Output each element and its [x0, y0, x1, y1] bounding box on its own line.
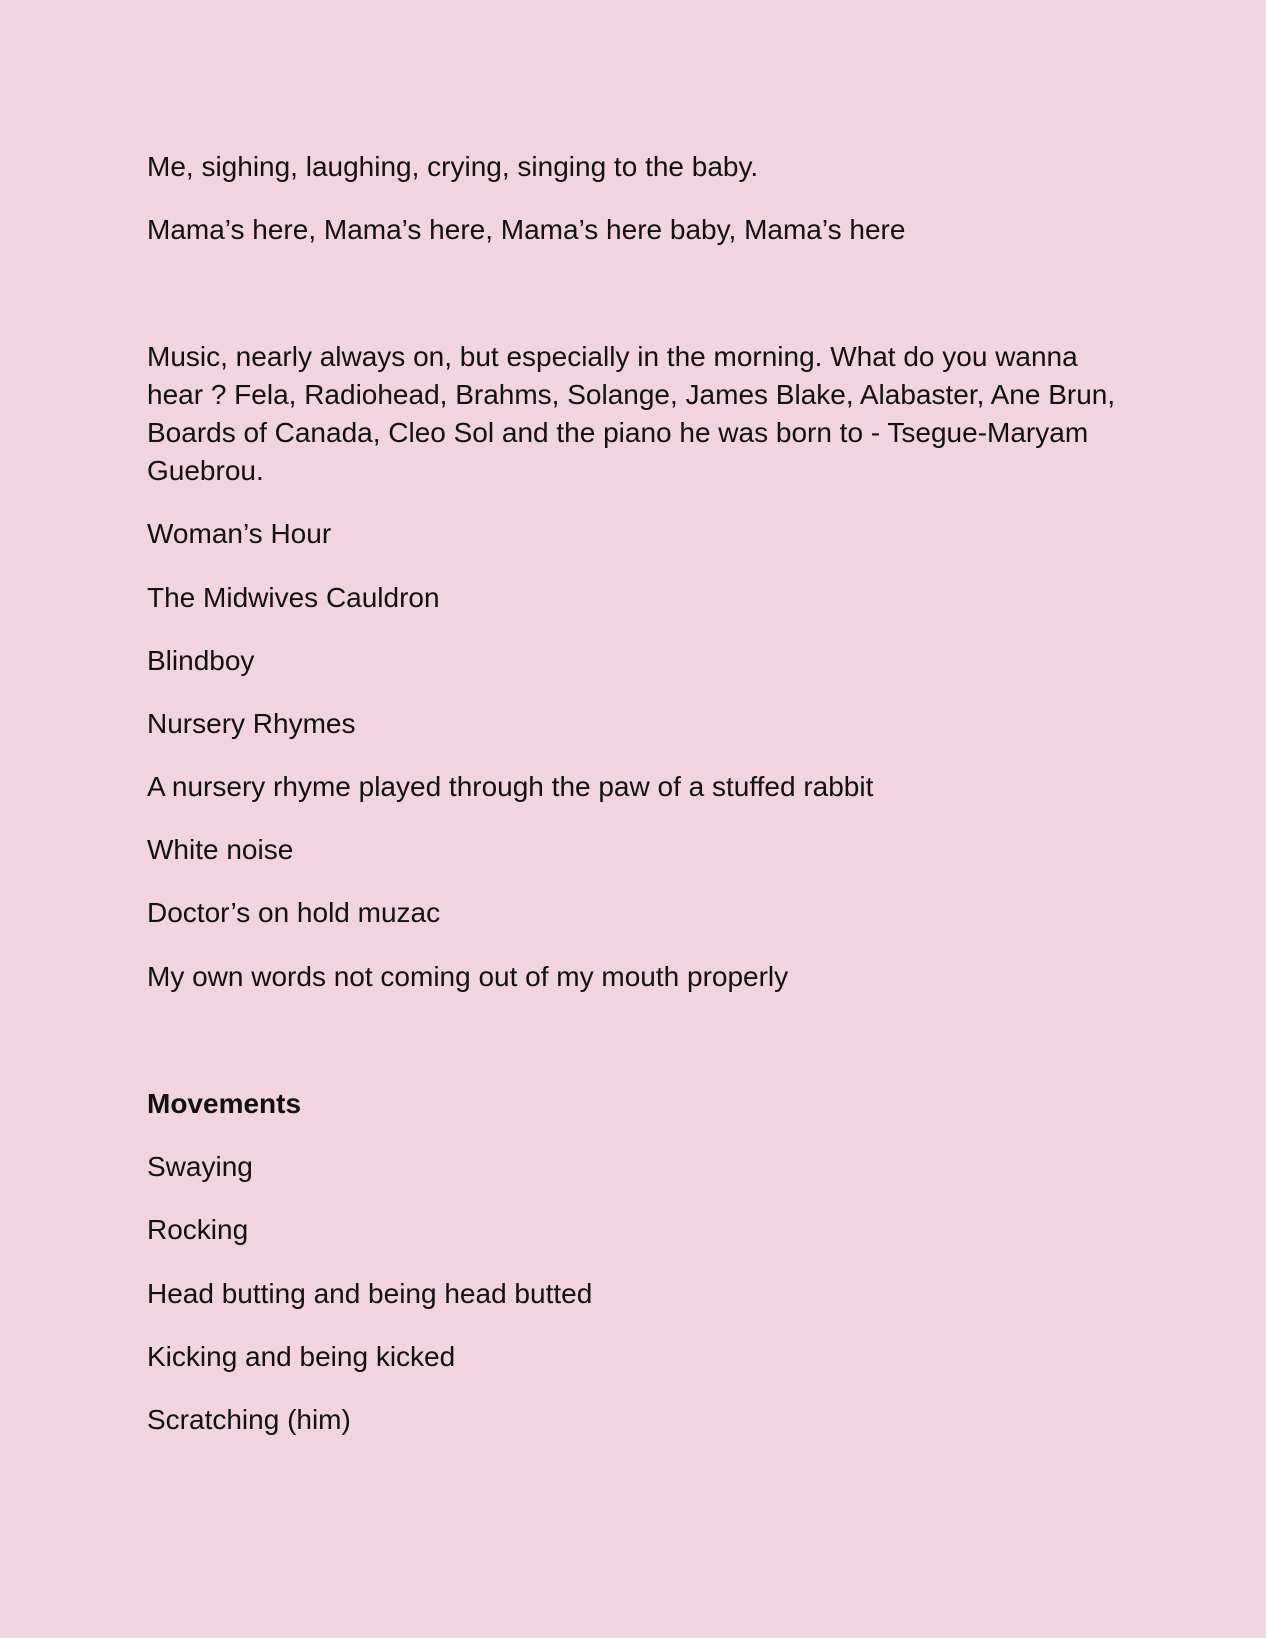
- movement-item: Scratching (him): [147, 1404, 351, 1435]
- text-line: A nursery rhyme played through the paw of a stuffed rabbit: [147, 771, 874, 802]
- text-line: Doctor’s on hold muzac: [147, 897, 441, 928]
- movement-item: Rocking: [147, 1214, 249, 1245]
- text-line: My own words not coming out of my mouth properly: [147, 961, 789, 992]
- text-line: Blindboy: [147, 645, 255, 676]
- text-line: Mama’s here, Mama’s here, Mama’s here baby, Mama’s here: [147, 214, 906, 245]
- music-paragraph: Music, nearly always on, but especially in the morning. What do you wanna hear ? Fela, Radiohead, Brahms, Solange, James Blake, Alabaster, Ane Brun, Boards of Canada, Cleo Sol and the piano he was born to - Tsegue-Maryam Guebrou.: [147, 341, 1116, 486]
- movement-item: Swaying: [147, 1151, 253, 1182]
- text-line: Woman’s Hour: [147, 518, 332, 549]
- text-line: Nursery Rhymes: [147, 708, 356, 739]
- movement-item: Head butting and being head butted: [147, 1278, 593, 1309]
- text-line: Me, sighing, laughing, crying, singing to the baby.: [147, 151, 759, 182]
- section-heading-movements: Movements: [147, 1088, 302, 1119]
- movement-item: Kicking and being kicked: [147, 1341, 456, 1372]
- text-line: The Midwives Cauldron: [147, 582, 440, 613]
- text-line: White noise: [147, 834, 294, 865]
